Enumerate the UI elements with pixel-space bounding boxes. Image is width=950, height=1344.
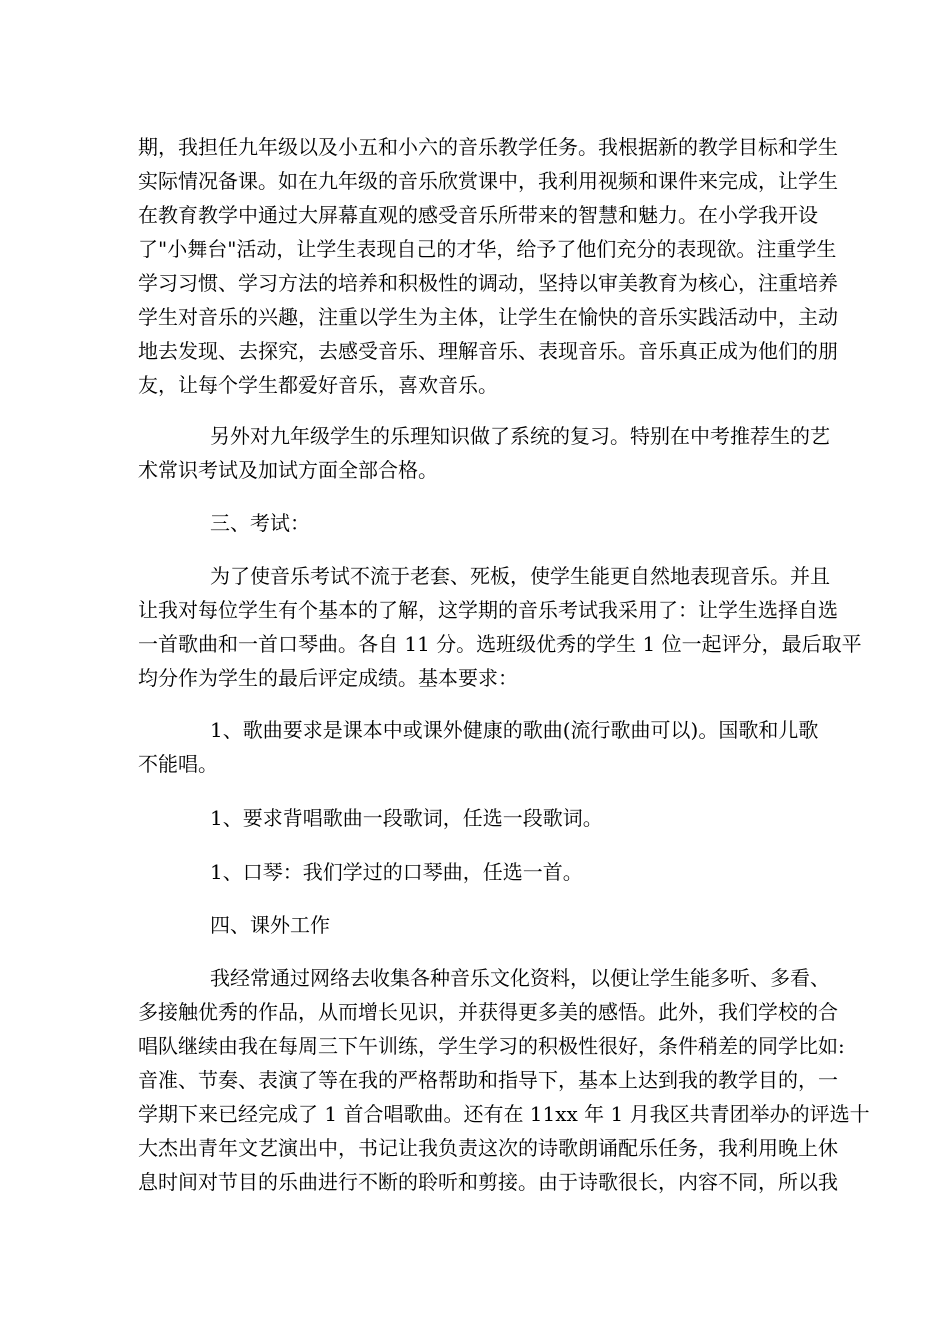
text-line: 多接触优秀的作品，从而增长见识，并获得更多美的感悟。此外，我们学校的合 — [138, 1000, 838, 1024]
text-line: 地去发现、去探究，去感受音乐、理解音乐、表现音乐。音乐真正成为他们的朋 — [138, 339, 838, 363]
text-line: 另外对九年级学生的乐理知识做了系统的复习。特别在中考推荐生的艺 — [210, 424, 830, 448]
text-line: 一首歌曲和一首口琴曲。各自 11 分。选班级优秀的学生 1 位一起评分，最后取平 — [138, 632, 862, 656]
text-line: 实际情况备课。如在九年级的音乐欣赏课中，我利用视频和课件来完成，让学生 — [138, 169, 838, 193]
text-line: 学期下来已经完成了 1 首合唱歌曲。还有在 11xx 年 1 月我区共青团举办的评选十 — [138, 1102, 870, 1126]
text-line: 术常识考试及加试方面全部合格。 — [138, 458, 438, 482]
text-line: 期，我担任九年级以及小五和小六的音乐教学任务。我根据新的教学目标和学生 — [138, 135, 838, 159]
text-line: 让我对每位学生有个基本的了解，这学期的音乐考试我采用了：让学生选择自选 — [138, 598, 838, 622]
text-line: 唱队继续由我在每周三下午训练，学生学习的积极性很好，条件稍差的同学比如: — [138, 1034, 845, 1058]
text-line: 学习习惯、学习方法的培养和积极性的调动，坚持以审美教育为核心，注重培养 — [138, 271, 838, 295]
text-line: 均分作为学生的最后评定成绩。基本要求： — [138, 666, 518, 690]
section-heading: 三、考试： — [210, 511, 310, 535]
text-line: 为了使音乐考试不流于老套、死板，使学生能更自然地表现音乐。并且 — [210, 564, 830, 588]
text-line: 我经常通过网络去收集各种音乐文化资料，以便让学生能多听、多看、 — [210, 966, 830, 990]
list-item: 1、要求背唱歌曲一段歌词，任选一段歌词。 — [210, 806, 603, 830]
text-line: 在教育教学中通过大屏幕直观的感受音乐所带来的智慧和魅力。在小学我开设 — [138, 203, 818, 227]
text-line: 息时间对节目的乐曲进行不断的聆听和剪接。由于诗歌很长，内容不同，所以我 — [138, 1170, 838, 1194]
list-item: 1、口琴：我们学过的口琴曲，任选一首。 — [210, 860, 583, 884]
text-line: 友，让每个学生都爱好音乐，喜欢音乐。 — [138, 373, 498, 397]
text-line: 音准、节奏、表演了等在我的严格帮助和指导下，基本上达到我的教学目的，一 — [138, 1068, 838, 1092]
text-line: 了"小舞台"活动，让学生表现自己的才华，给予了他们充分的表现欲。注重学生 — [138, 237, 837, 261]
text-line: 大杰出青年文艺演出中，书记让我负责这次的诗歌朗诵配乐任务，我利用晚上休 — [138, 1136, 838, 1160]
section-heading: 四、课外工作 — [210, 913, 330, 937]
text-line: 1、歌曲要求是课本中或课外健康的歌曲(流行歌曲可以)。国歌和儿歌 — [210, 718, 819, 742]
text-line: 不能唱。 — [138, 752, 218, 776]
text-line: 学生对音乐的兴趣，注重以学生为主体，让学生在愉快的音乐实践活动中，主动 — [138, 305, 838, 329]
